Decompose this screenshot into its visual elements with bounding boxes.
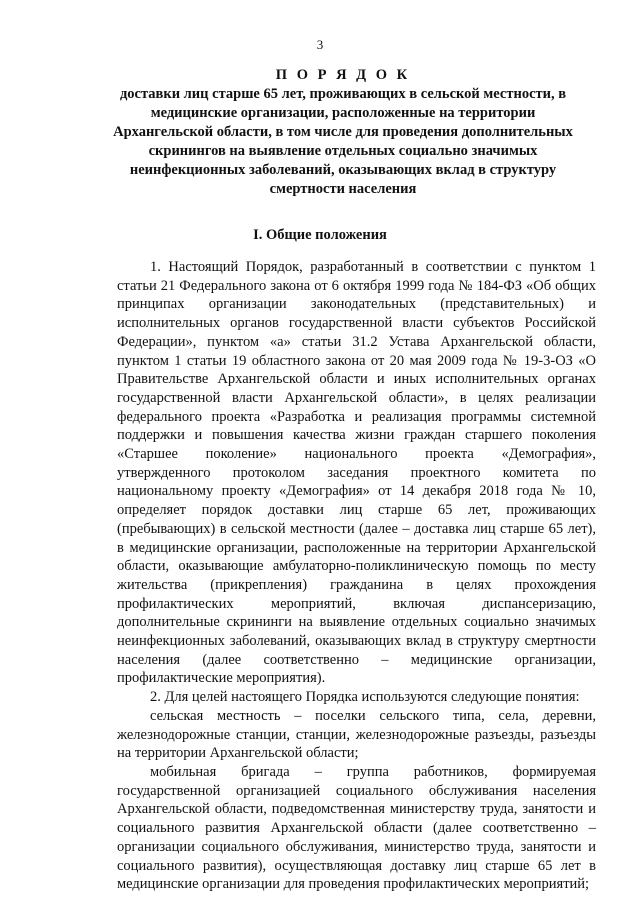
page-number: 3 bbox=[316, 37, 324, 52]
paragraph: мобильная бригада – группа работников, формируемая государственной организацией социального обслуживания населения Архангельской области, подведомственная министерству труда, занятости и социального развития Архангельской области (далее соответственно – организации социального обслуживания, министерство труда, занятости и социального развития), осуществляющая доставку лиц старше 65 лет в медицинские организации для проведения профилактических мероприятий; bbox=[117, 763, 596, 893]
paragraph: 1. Настоящий Порядок, разработанный в соответствии с пунктом 1 статьи 21 Федерального закона от 6 октября 1999 года № 184-ФЗ «Об общих принципах организации законодательных (представительных) и исполнительных органов государственной власти субъектов Российской Федерации», пунктом «а» статьи 31.2 Устава Архангельской области, пунктом 1 статьи 19 областного закона от 20 мая 2009 года № 19-3-ОЗ «О Правительстве Архангельской области и иных исполнительных органах государственной власти Архангельской области», в целях реализации федерального проекта «Разработка и реализация программы системной поддержки и повышения качества жизни граждан старшего поколения «Старшее поколение» национального проекта «Демография», утвержденного протоколом заседания проектного комитета по национальному проекту «Демография» от 14 декабря 2018 года № 10, определяет порядок доставки лиц старше 65 лет, проживающих (пребывающих) в сельской местности (далее – доставка лиц старше 65 лет), в медицинские организации, расположенные на территории Архангельской области, оказывающие амбулаторно-поликлиническую помощь по месту жительства (прикрепления) гражданина в целях прохождения профилактических мероприятий, включая диспансеризацию, дополнительные скрининги на выявление отдельных социально значимых неинфекционных заболеваний, оказывающих вклад в структуру смертности населения (далее соответственно – медицинские организации, профилактические мероприятия). bbox=[117, 259, 596, 687]
body-text bbox=[117, 258, 596, 894]
section-heading: I. Общие положения bbox=[253, 227, 387, 243]
document-title: П О Р Я Д О К bbox=[275, 67, 411, 83]
paragraph: сельская местность – поселки сельского типа, села, деревни, железнодорожные станции, станции, железнодорожные разъезды, разъезды на территории Архангельской области; bbox=[117, 707, 596, 762]
title-block bbox=[100, 66, 586, 199]
paragraph: 2. Для целей настоящего Порядка используются следующие понятия: bbox=[150, 689, 580, 706]
document-subtitle: доставки лиц старше 65 лет, проживающих в сельской местности, в медицинские организации, расположенные на территории Архангельской области, в том числе для проведения дополнительных скринингов на выявление отдельных социально значимых неинфекционных заболеваний, оказывающих вклад в структуру смертности населения bbox=[113, 86, 573, 197]
